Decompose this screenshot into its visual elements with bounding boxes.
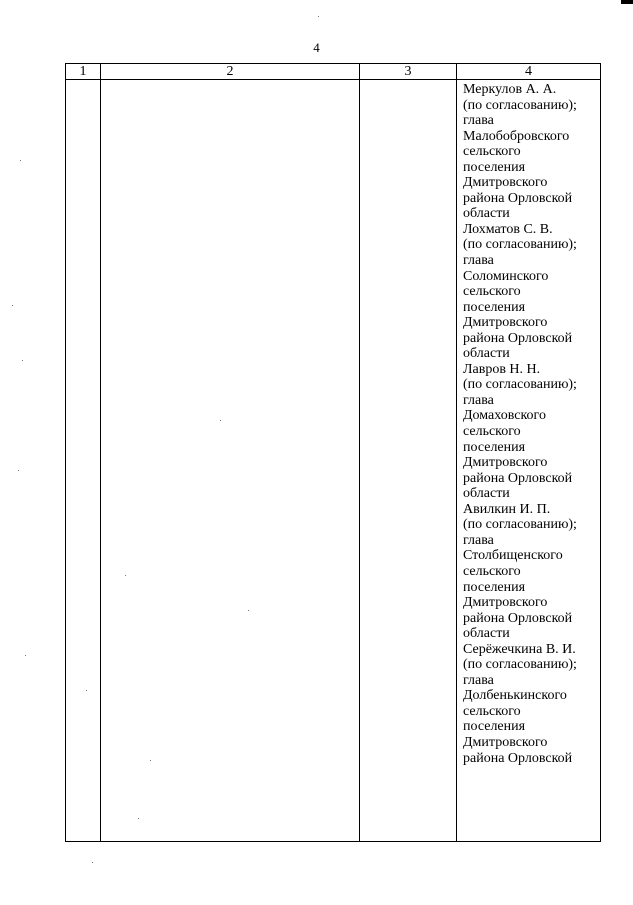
scan-corner-mark [621,0,633,4]
official-detail-line: сельского [463,563,521,579]
official-detail-line: (по согласованию); [463,377,577,393]
official-detail-line: сельского [463,284,521,300]
official-detail-line: глава [463,392,494,408]
list-item [463,642,600,766]
official-detail-line: Соломинского [463,268,549,284]
official-name: Авилкин И. П. [463,501,551,517]
official-detail-line: поселения [463,159,526,175]
official-detail-line: поселения [463,719,526,735]
page-number: 4 [313,40,320,55]
official-detail-line: района Орловской [463,330,573,346]
official-detail-line: Дмитровского [463,455,548,471]
official-detail-line: района Орловской [463,610,573,626]
list-item [463,222,600,362]
official-detail-line: поселения [463,299,526,315]
official-name: Серёжечкина В. И. [463,641,576,657]
column-header-3: 3 [360,64,457,80]
cell-column-4 [457,80,601,842]
scan-speck [318,16,319,17]
official-detail-line: района Орловской [463,470,573,486]
scan-speck [92,862,93,863]
scan-speck [12,305,13,306]
cell-column-1 [66,80,101,842]
official-name: Лавров Н. Н. [463,361,541,377]
official-detail-line: Домаховского [463,408,546,424]
official-detail-line: Дмитровского [463,595,548,611]
list-item [463,502,600,642]
official-detail-line: Малобобровского [463,128,570,144]
official-detail-line: Долбенькинского [463,688,567,704]
official-entries-list [457,80,600,766]
official-name: Меркулов А. А. [463,82,557,97]
official-detail-line: (по согласованию); [463,97,577,113]
list-item [463,362,600,502]
column-header-2: 2 [101,64,360,80]
official-detail-line: поселения [463,439,526,455]
official-detail-line: района Орловской [463,190,573,206]
official-detail-line: Дмитровского [463,175,548,191]
official-name: Лохматов С. В. [463,221,553,237]
scan-speck [22,360,23,361]
official-detail-line: Дмитровского [463,315,548,331]
official-detail-line: глава [463,672,494,688]
official-detail-line: района Орловской [463,750,573,766]
cell-column-3 [360,80,457,842]
cell-column-2 [101,80,360,842]
scan-speck [18,470,19,471]
official-detail-line: области [463,346,510,362]
official-detail-line: глава [463,113,494,129]
official-detail-line: сельского [463,144,521,160]
list-item [463,82,600,222]
official-detail-line: сельского [463,703,521,719]
official-detail-line: (по согласованию); [463,657,577,673]
official-detail-line: области [463,206,510,222]
official-detail-line: Столбищенского [463,548,563,564]
official-detail-line: области [463,626,510,642]
document-table [65,63,601,842]
official-detail-line: (по согласованию); [463,517,577,533]
scan-speck [25,655,26,656]
table-row [66,80,601,842]
official-detail-line: сельского [463,424,521,440]
official-detail-line: глава [463,253,494,269]
table-header-row [66,64,601,80]
official-detail-line: глава [463,532,494,548]
official-detail-line: области [463,486,510,502]
official-detail-line: Дмитровского [463,734,548,750]
scan-speck [20,160,21,161]
column-header-4: 4 [457,64,601,80]
official-detail-line: (по согласованию); [463,237,577,253]
column-header-1: 1 [66,64,101,80]
official-detail-line: поселения [463,579,526,595]
